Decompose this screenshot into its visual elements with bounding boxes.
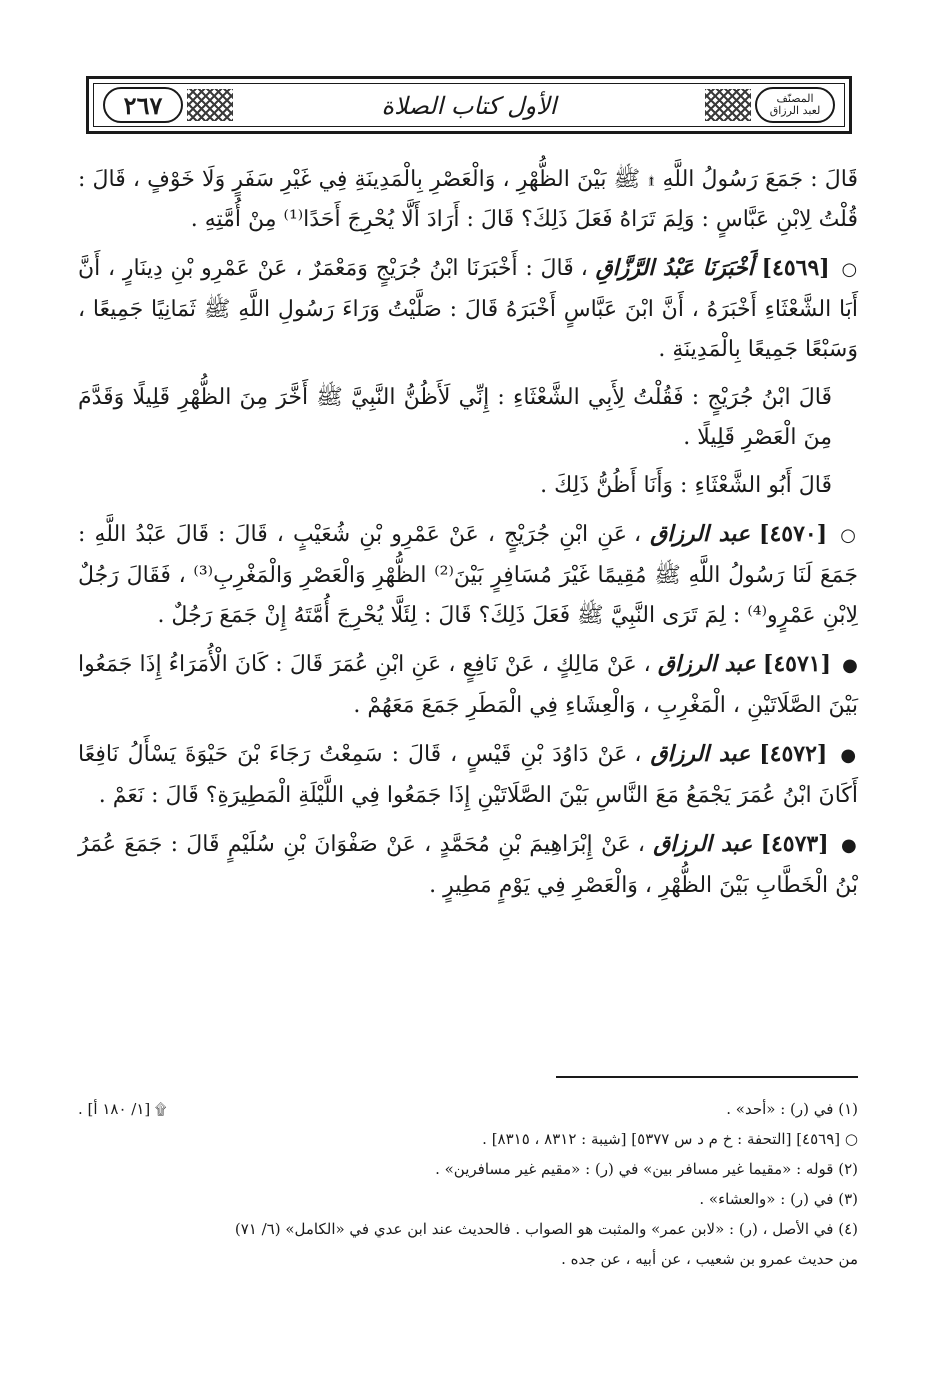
hadith-4573 [78, 824, 858, 906]
quote-ibn-jurayj [78, 378, 858, 458]
logo-line-1: المصنّف [776, 92, 814, 105]
hadith-number: [٤٥٧٣] [760, 831, 829, 857]
hadith-source: عبد الرزاق [653, 831, 753, 857]
hadith-text: ، عَنْ مَالِكٍ ، عَنْ نَافِعٍ ، عَنِ ابْنِ عُمَرَ قَالَ : كَانَ الْأُمَرَاءُ إِذَا جَمَعُوا بَيْنَ الصَّلَاتَيْنِ ، الْمَغْرِبِ ، وَالْعِشَاءِ فِي الْمَطَرِ جَمَعَ مَعَهُمْ . [78, 652, 858, 718]
filled-circle-icon: ● [840, 745, 859, 766]
hadith-number: [٤٥٧٢] [759, 741, 828, 767]
paragraph-text: قَالَ : جَمَعَ رَسُولُ اللَّهِ ۩ ﷺ بَيْنَ الظُّهْرِ ، وَالْعَصْرِ بِالْمَدِينَةِ فِي غَيْرِ سَفَرٍ وَلَا خَوْفٍ ، قَالَ : قُلْتُ لِابْنِ عَبَّاسٍ : وَلِمَ تَرَاهُ فَعَلَ ذَلِكَ؟ قَالَ : أَرَادَ أَلَّا يُحْرِجَ أَحَدًا⁽¹⁾ مِنْ أُمَّتِهِ . [78, 167, 858, 232]
hadith-source: عبد الرزاق [657, 651, 756, 677]
footnote-row-1 [78, 1094, 858, 1124]
footnote-4-continued: من حديث عمرو بن شعيب ، عن أبيه ، عن جده . [561, 1250, 858, 1268]
hadith-source: عبد الرزاق [650, 741, 751, 767]
hadith-4569 [78, 248, 858, 370]
hollow-circle-icon: ○ [840, 525, 858, 546]
footnote-1: (١) في (ر) : «أحد» . [726, 1100, 858, 1118]
footnotes [78, 1094, 858, 1274]
footnote-4: (٤) في الأصل ، (ر) : «لابن عمر» والمثبت هو الصواب . فالحديث عند ابن عدي في «الكامل» (٦/ ٧١) [234, 1220, 858, 1238]
footnote-separator [556, 1076, 858, 1078]
logo-line-2: لعبد الرزاق [769, 104, 821, 117]
quote-abu-shatha [78, 466, 858, 506]
footnote-2: (٢) قوله : «مقيما غير مسافر بين» في (ر) : «مقيم غير مسافرين» . [435, 1160, 858, 1178]
running-header [86, 76, 852, 134]
folio-reference: ۩ [١/ ١٨٠ أ] . [78, 1100, 167, 1118]
ornament-left-icon [187, 89, 233, 121]
hadith-source: عبد الرزاق [650, 521, 750, 547]
hadith-text: ، عَنْ دَاوُدَ بْنِ قَيْسٍ ، قَالَ : سَمِعْتُ رَجَاءَ بْنَ حَيْوَةَ يَسْأَلُ نَافِعًا أَكَانَ ابْنُ عُمَرَ يَجْمَعُ مَعَ النَّاسِ بَيْنَ الصَّلَاتَيْنِ إِذَا جَمَعُوا فِي اللَّيْلَةِ الْمَطِيرَةِ؟ قَالَ : نَعَمْ . [78, 742, 858, 808]
book-logo [755, 87, 835, 123]
hadith-text: ، قَالَ : أَخْبَرَنَا ابْنُ جُرَيْجٍ وَمَعْمَرٌ ، عَنْ عَمْرِو بْنِ دِينَارٍ ، أَنَّ أَبَا الشَّعْثَاءِ أَخْبَرَهُ ، أَنَّ ابْنَ عَبَّاسٍ أَخْبَرَهُ قَالَ : صَلَّيْتُ وَرَاءَ رَسُولِ اللَّهِ ﷺ ثَمَانِيًا جَمِيعًا ، وَسَبْعًا جَمِيعًا بِالْمَدِينَةِ . [78, 256, 858, 362]
hadith-4572 [78, 734, 858, 816]
filled-circle-icon: ● [842, 655, 858, 676]
hadith-4570 [78, 514, 858, 636]
hadith-text: ، عَنْ إِبْرَاهِيمَ بْنِ مُحَمَّدٍ ، عَنْ صَفْوَانَ بْنِ سُلَيْمٍ قَالَ : جَمَعَ عُمَرُ بْنُ الْخَطَّابِ بَيْنَ الظُّهْرِ ، وَالْعَصْرِ فِي يَوْمٍ مَطِيرٍ . [78, 832, 858, 898]
hollow-circle-icon: ○ [841, 259, 858, 280]
paragraph-text: قَالَ أَبُو الشَّعْثَاءِ : وَأَنَا أَظُنُّ ذَلِكَ . [540, 473, 832, 498]
hadith-4571 [78, 644, 858, 726]
takhrij-note: ○ [٤٥٦٩] [التحفة : خ م د س ٥٣٧٧] [شيبة : ٨٣١٢ ، ٨٣١٥] . [482, 1130, 858, 1148]
main-text [78, 160, 858, 914]
ornament-right-icon [705, 89, 751, 121]
hadith-source: أَخْبَرَنَا عَبْدُ الرَّزَّاقِ [595, 255, 754, 281]
footnote-3: (٣) في (ر) : «والعشاء» . [699, 1190, 858, 1208]
paragraph-text: قَالَ ابْنُ جُرَيْجٍ : فَقُلْتُ لِأَبِي الشَّعْثَاءِ : إِنِّي لَأَظُنُّ النَّبِيَّ ﷺ أَخَّرَ مِنَ الظُّهْرِ قَلِيلًا وَقَدَّمَ مِنَ الْعَصْرِ قَلِيلًا . [78, 385, 832, 450]
hadith-number: [٤٥٧٠] [759, 521, 828, 547]
hadith-number: [٤٥٦٩] [761, 255, 830, 281]
filled-circle-icon: ● [840, 835, 858, 856]
paragraph-continuation [78, 160, 858, 240]
hadith-number: [٤٥٧١] [762, 651, 832, 677]
chapter-title: الأول كتاب الصلاة [381, 92, 557, 120]
hadith-text: ، عَنِ ابْنِ جُرَيْجٍ ، عَنْ عَمْرِو بْنِ شُعَيْبٍ ، قَالَ : قَالَ عَبْدُ اللَّهِ : جَمَعَ لَنَا رَسُولُ اللَّهِ ﷺ مُقِيمًا غَيْرَ مُسَافِرٍ بَيْنَ⁽²⁾ الظُّهْرِ وَالْعَصْرِ وَالْمَغْرِبِ⁽³⁾ ، فَقَالَ رَجُلٌ لِابْنِ عَمْرٍو⁽⁴⁾ : لِمَ تَرَى النَّبِيَّ ﷺ فَعَلَ ذَلِكَ؟ قَالَ : لِئَلَّا يُحْرِجَ أُمَّتَهُ إِنْ جَمَعَ رَجُلٌ . [78, 522, 858, 628]
page-number: ٢٦٧ [103, 87, 183, 123]
